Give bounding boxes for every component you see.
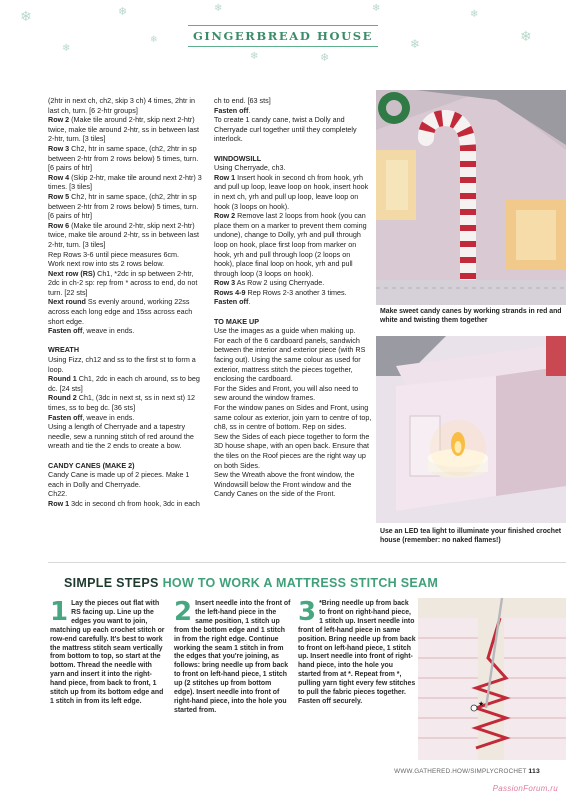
pattern-paragraph: Using Cherryade, ch3. bbox=[214, 163, 286, 173]
step-number: 2 bbox=[174, 597, 193, 627]
row-label: Fasten off bbox=[214, 297, 249, 307]
pattern-paragraph bbox=[48, 144, 206, 173]
paragraph-gap bbox=[48, 451, 206, 461]
page-header bbox=[0, 0, 566, 78]
pattern-paragraph bbox=[48, 393, 206, 412]
row-instruction: (Make tile around 2-htr, skip next 2-htr) twice, make tile around 2-htr, ss in between last 2-htr, turn. [3 tiles] bbox=[48, 220, 200, 249]
pattern-paragraph bbox=[48, 269, 206, 298]
snowflake-icon: ❄ bbox=[214, 3, 223, 14]
row-instruction: As Row 2 using Cherryade. bbox=[235, 278, 325, 288]
candy-cane-illustration bbox=[376, 90, 566, 305]
row-label: Row 2 bbox=[48, 115, 70, 125]
tea-light-caption: Use an LED tea light to illuminate your finished crochet house (remember: no naked flames!) bbox=[380, 528, 562, 544]
snowflake-icon: ❄ bbox=[410, 37, 421, 51]
pattern-paragraph: Sew the Sides of each piece together to form the 3D house shape, with an open back. Ensure that the tiles on the Roof pieces are the right way up on both Sides. bbox=[214, 431, 370, 470]
svg-text:★: ★ bbox=[478, 700, 485, 708]
step-number: 3 bbox=[298, 597, 317, 627]
row-label: Fasten off bbox=[214, 105, 249, 115]
row-label: Next row (RS) bbox=[48, 268, 96, 278]
step-text: Insert needle into the front of the left-hand piece in the same position, 1 stitch up from the bottom edge and 1 stitch in from the right edge. Continue working the seam 1 stitch in from the edges that you're joining, as follows: bring needle up from back to front on left-hand piece, 1 stitch up (2 stitches up from bottom edge). Insert needle into front of right-hand piece, into the hole you started from. bbox=[174, 600, 291, 714]
pattern-paragraph: Ch22. bbox=[48, 489, 68, 499]
pattern-paragraph: For the Sides and Front, you will also need to sew around the window frames. bbox=[214, 383, 359, 403]
step-3 bbox=[298, 597, 416, 707]
row-label: Next round bbox=[48, 297, 86, 307]
pattern-paragraph bbox=[214, 278, 372, 288]
snowflake-icon: ❄ bbox=[372, 3, 381, 14]
row-instruction: Ch1, 2dc in each ch around, ss to beg dc. [24 sts] bbox=[48, 374, 200, 393]
row-label: Round 1 bbox=[48, 374, 77, 384]
snowflake-icon: ❄ bbox=[520, 29, 532, 45]
pattern-paragraph bbox=[48, 413, 206, 423]
pattern-paragraph bbox=[48, 115, 206, 144]
step-text: Lay the pieces out flat with RS facing up. Line up the edges you want to join, matching up each crochet stitch or row-end carefully. It's best to work the mattress stitch seam vertically from bottom to top, so start at the bottom. Thread the needle with yarn and insert it into the right-hand piece, from back to front, 1 stitch up from its bottom edge and 1 stitch in from its left edge. bbox=[50, 600, 165, 705]
row-instruction: Ch2, htr in same space, (ch2, 2htr in sp between 2-htr from 2 rows below) 5 times, turn. [6 pairs of htr] bbox=[48, 191, 199, 221]
pattern-paragraph bbox=[48, 499, 206, 509]
row-label: Fasten off bbox=[48, 412, 83, 422]
row-instruction: Ch2, htr in same space, (ch2, 2htr in sp between 2-htr from 2 rows below) 5 times, turn. [6 pairs of htr] bbox=[48, 143, 199, 173]
row-instruction: Ch1, (3dc in next st, ss in next st) 12 times, ss to beg dc. [36 sts] bbox=[48, 393, 195, 412]
snowflake-icon: ❄ bbox=[118, 5, 128, 18]
pattern-paragraph bbox=[48, 297, 206, 326]
footer-url: WWW.GATHERED.HOW/SIMPLYCROCHET bbox=[394, 768, 527, 775]
row-label: Round 2 bbox=[48, 393, 77, 403]
simple-steps-subtitle: HOW TO WORK A MATTRESS STITCH SEAM bbox=[162, 576, 439, 590]
pattern-paragraph: For the window panes on Sides and Front, using same colour as exterior, join yarn to centre of top, ch8, ss in centre of bottom. Rep on sides. bbox=[214, 403, 372, 432]
tea-light-photo bbox=[376, 336, 566, 523]
row-instruction: , weave in ends. bbox=[82, 326, 135, 336]
pattern-paragraph bbox=[48, 221, 206, 250]
tea-light-illustration bbox=[376, 336, 566, 523]
simple-steps-title bbox=[64, 576, 438, 590]
page-number: 113 bbox=[528, 768, 540, 775]
section-heading: CANDY CANES (MAKE 2) bbox=[48, 460, 135, 470]
pattern-paragraph: (2htr in next ch, ch2, skip 3 ch) 4 times, 2htr in last ch, turn. [6 2-htr groups] bbox=[48, 96, 196, 115]
row-instruction: Insert hook in second ch from hook, yrh and pull up loop, leave loop on hook, insert hook in next ch, yrh and pull up loop, leave loop on hook (3 loops on hook). bbox=[214, 172, 369, 211]
step-2 bbox=[174, 597, 292, 716]
row-label: Fasten off bbox=[48, 326, 83, 336]
pattern-paragraph: Use the images as a guide when making up. bbox=[214, 326, 356, 336]
row-instruction: Remove last 2 loops from hook (you can place them on a marker to prevent them coming undone), change to Dolly, yrh and pull through loop on hook, place first loop from marker on hook, yrh and pull through loop (2 loops on hook), place final loop on hook, yrh and pull through loop (3 loops on hook). bbox=[214, 211, 367, 278]
section-heading: WINDOWSILL bbox=[214, 153, 262, 163]
pattern-paragraph: For each of the 6 cardboard panels, sandwich between the interior and exterior piece (with RS facing out). Using the same colour as used for exterior, mattress stitch the pieces together, enclosing the cardboard. bbox=[214, 335, 366, 384]
row-label: Row 3 bbox=[48, 143, 70, 153]
row-label: Row 4 bbox=[48, 172, 70, 182]
pattern-paragraph bbox=[214, 297, 372, 307]
pattern-paragraph: Sew the Wreath above the front window, the Windowsill below the Front window and the Candy Canes on the side of the Front. bbox=[214, 470, 355, 499]
section-heading: WREATH bbox=[48, 345, 80, 355]
pattern-paragraph: ch to end. [63 sts] bbox=[214, 96, 271, 105]
row-instruction: 3dc in second ch from hook, 3dc in each bbox=[69, 498, 200, 508]
step-number: 1 bbox=[50, 597, 69, 627]
snowflake-icon: ❄ bbox=[62, 43, 71, 54]
row-label: Row 1 bbox=[48, 498, 70, 508]
simple-steps-label: SIMPLE STEPS bbox=[64, 576, 159, 590]
row-instruction: . bbox=[248, 297, 251, 307]
pattern-paragraph bbox=[214, 211, 372, 278]
pattern-paragraph: To create 1 candy cane, twist a Dolly and Cherryade curl together until they completely interlock. bbox=[214, 115, 357, 144]
row-label: Row 2 bbox=[214, 211, 236, 221]
step-text: *Bring needle up from back to front on right-hand piece, 1 stitch up. Insert needle into front of left-hand piece in same position. Bring needle up from back to front on left-hand piece, 1 stitch up. Insert needle into front of right-hand piece, into the hole you started from at *. Repeat from *, pulling yarn tight every few stitches to pull the fabric pieces together. Fasten off securely. bbox=[298, 600, 416, 705]
pattern-paragraph bbox=[48, 173, 206, 192]
pattern-paragraph bbox=[214, 288, 372, 298]
row-instruction: . bbox=[248, 105, 251, 115]
watermark: PassionForum.ru bbox=[492, 784, 558, 793]
pattern-column-middle bbox=[214, 96, 372, 499]
paragraph-gap bbox=[214, 307, 372, 317]
row-instruction: Ch1, *2dc in sp between 2-htr, 2dc in ch-2 sp: rep from * across to end, do not turn. [22 sts] bbox=[48, 268, 198, 297]
pattern-paragraph bbox=[214, 173, 372, 211]
paragraph-gap bbox=[214, 144, 372, 154]
row-label: Row 1 bbox=[214, 172, 236, 182]
candy-cane-photo bbox=[376, 90, 566, 305]
page-footer bbox=[394, 768, 540, 775]
row-instruction: , weave in ends. bbox=[82, 412, 135, 422]
pattern-paragraph: Using Fizz, ch12 and ss to the first st to form a loop. bbox=[48, 355, 196, 374]
pattern-paragraph bbox=[214, 106, 372, 116]
mattress-stitch-photo bbox=[418, 598, 566, 760]
snowflake-icon: ❄ bbox=[320, 51, 330, 64]
section-title-frame bbox=[188, 25, 378, 47]
row-label: Row 3 bbox=[214, 278, 236, 288]
row-label: Row 6 bbox=[48, 220, 70, 230]
row-label: Rows 4-9 bbox=[214, 287, 246, 297]
row-instruction: (Skip 2-htr, make tile around next 2-htr) 3 times. [3 tiles] bbox=[48, 172, 202, 192]
section-heading: TO MAKE UP bbox=[214, 316, 259, 326]
pattern-paragraph bbox=[48, 326, 206, 336]
pattern-paragraph bbox=[48, 374, 206, 393]
pattern-paragraph: Work next row into sts 2 rows below. bbox=[48, 259, 165, 269]
pattern-paragraph bbox=[48, 192, 206, 221]
row-instruction: Ss evenly around, working 22ss across each long edge and 15ss across each short edge. bbox=[48, 297, 193, 326]
mattress-stitch-illustration bbox=[418, 598, 566, 760]
row-instruction: (Make tile around 2-htr, skip next 2-htr) twice, make tile around 2-htr, ss in between last 2-htr, turn. [3 tiles] bbox=[48, 115, 200, 144]
snowflake-icon: ❄ bbox=[470, 9, 479, 20]
pattern-column-left bbox=[48, 96, 206, 509]
paragraph-gap bbox=[48, 336, 206, 346]
section-divider bbox=[48, 562, 566, 563]
pattern-paragraph: Candy Cane is made up of 2 pieces. Make 1 each in Dolly and Cherryade. bbox=[48, 470, 190, 489]
candy-cane-caption: Make sweet candy canes by working strands in red and white and twisting them together bbox=[380, 308, 562, 324]
step-1 bbox=[50, 597, 168, 707]
row-label: Row 5 bbox=[48, 191, 70, 201]
pattern-paragraph: Rep Rows 3-6 until piece measures 6cm. bbox=[48, 249, 180, 259]
snowflake-icon: ❄ bbox=[20, 9, 32, 25]
page-title: GINGERBREAD HOUSE bbox=[193, 29, 373, 43]
snowflake-icon: ❄ bbox=[150, 35, 158, 45]
snowflake-icon: ❄ bbox=[250, 51, 259, 62]
pattern-paragraph: Using a length of Cherryade and a tapestry needle, sew a running stitch of red around the wreath and tie the 2 ends to create a bow. bbox=[48, 422, 194, 451]
row-instruction: Rep Rows 2-3 another 3 times. bbox=[245, 287, 347, 297]
